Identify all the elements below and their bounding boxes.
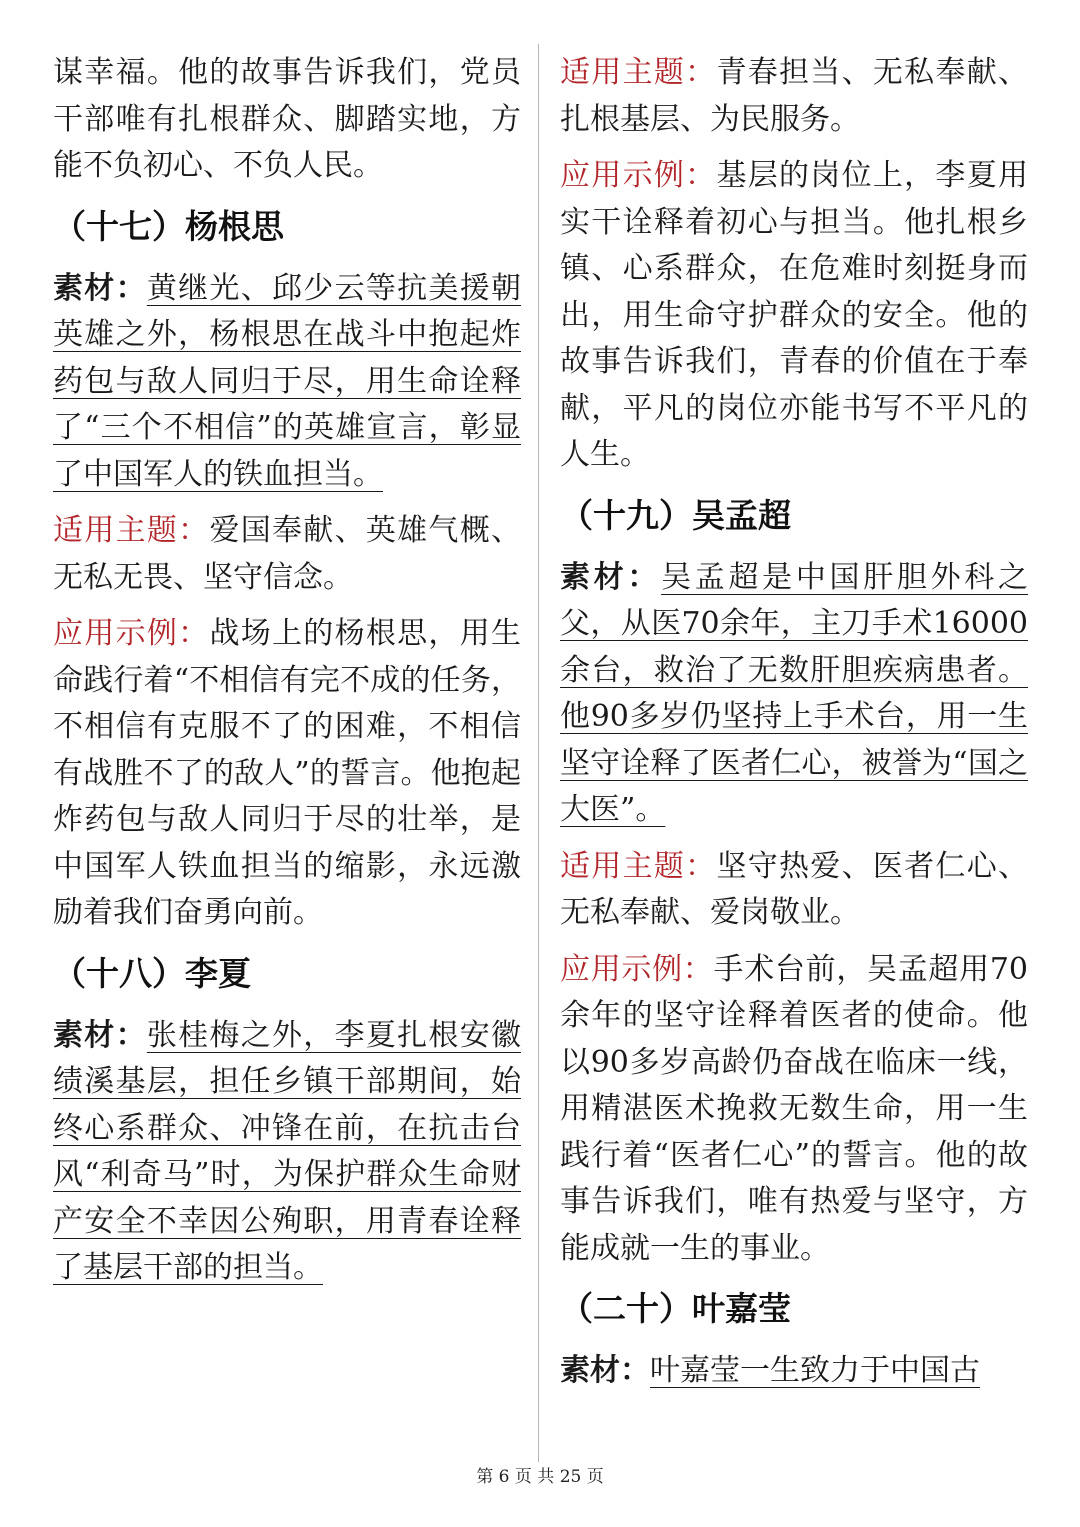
example-paragraph-18 [560,153,1028,479]
material-text: 吴孟超是中国肝胆外科之父，从医70余年，主刀手术16000余台，救治了无数肝胆疾病患者。他90多岁仍坚持上手术台，用一生坚守诠释了医者仁心，被誉为“国之大医”。 [560,559,1029,827]
theme-paragraph-17 [53,508,521,601]
example-label: 应用示例： [560,158,717,193]
material-label: 素材： [53,270,147,306]
section-heading-19: （十九）吴孟超 [560,495,791,535]
material-label: 素材： [560,1353,650,1388]
example-text: 战场上的杨根思，用生命践行着“不相信有完不成的任务，不相信有克服不了的困难，不相信有战胜不了的敌人”的誓言。他抱起炸药包与敌人同归于尽的壮举，是中国军人铁血担当的缩影，永远激励着我们奋勇向前。 [53,616,522,930]
theme-label: 适用主题： [53,513,210,548]
section-heading-17: （十七）杨根思 [53,206,284,246]
theme-paragraph-19 [560,844,1028,937]
section-heading-18: （十八）李夏 [53,953,251,993]
left-column [53,50,521,1302]
right-column [560,50,1028,1405]
material-paragraph-18 [53,1013,521,1292]
material-text: 叶嘉莹一生致力于中国古 [650,1353,980,1388]
material-paragraph-20 [560,1348,1028,1395]
example-text: 基层的岗位上，李夏用实干诠释着初心与担当。他扎根乡镇、心系群众，在危难时刻挺身而出，用生命守护群众的安全。他的故事告诉我们，青春的价值在于奉献，平凡的岗位亦能书写不平凡的人生。 [560,158,1029,472]
section-heading-20: （二十）叶嘉莹 [560,1289,791,1328]
theme-text: 坚守热爱、医者仁心、无私奉献、爱岗敬业。 [560,848,1029,930]
theme-text: 爱国奉献、英雄气概、无私无畏、坚守信念。 [53,513,522,595]
material-label: 素材： [560,559,662,595]
intro-paragraph: 谋幸福。他的故事告诉我们，党员干部唯有扎根群众、脚踏实地，方能不负初心、不负人民。 [53,55,521,183]
theme-text: 青春担当、无私奉献、扎根基层、为民服务。 [560,55,1029,137]
material-paragraph-17 [53,266,521,499]
theme-label: 适用主题： [560,55,717,90]
theme-paragraph-18 [560,50,1028,143]
material-paragraph-19 [560,555,1028,834]
example-text: 手术台前，吴孟超用70余年的坚守诠释着医者的使命。他以90多岁高龄仍奋战在临床一线，用精湛医术挽救无数生命，用一生践行着“医者仁心”的誓言。他的故事告诉我们，唯有热爱与坚守，方能成就一生的事业。 [560,951,1028,1266]
example-paragraph-17 [53,611,521,937]
material-label: 素材： [53,1017,147,1053]
example-label: 应用示例： [53,616,210,651]
theme-label: 适用主题： [560,848,717,884]
example-paragraph-19 [560,947,1028,1273]
example-label: 应用示例： [560,951,714,987]
page-number-footer: 第 6 页 共 25 页 [476,1467,604,1487]
material-text: 张桂梅之外，李夏扎根安徽绩溪基层，担任乡镇干部期间，始终心系群众、冲锋在前，在抗击台风“利奇马”时，为保护群众生命财产安全不幸因公殉职，用青春诠释了基层干部的担当。 [53,1017,522,1285]
material-text: 黄继光、邱少云等抗美援朝英雄之外，杨根思在战斗中抱起炸药包与敌人同归于尽，用生命诠释了“三个不相信”的英雄宣言，彰显了中国军人的铁血担当。 [53,270,522,492]
column-divider [538,44,539,1462]
